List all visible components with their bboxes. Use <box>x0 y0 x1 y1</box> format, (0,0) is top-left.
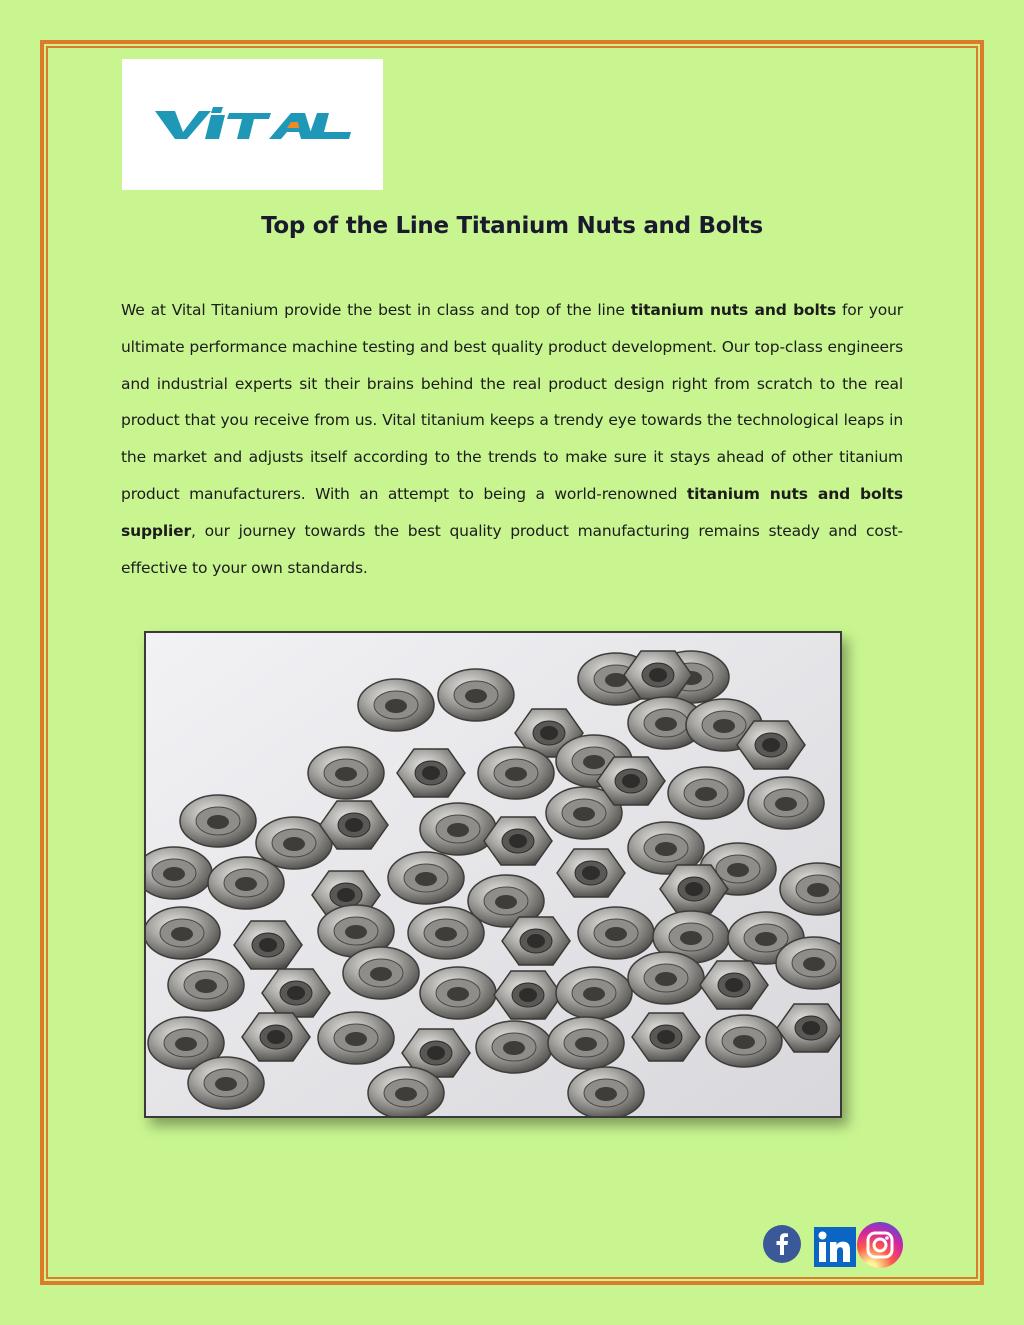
page-title: Top of the Line Titanium Nuts and Bolts <box>261 213 763 239</box>
company-logo[interactable] <box>122 59 383 190</box>
linkedin-icon <box>814 1227 856 1267</box>
intro-paragraph <box>121 292 903 586</box>
instagram-icon <box>856 1221 904 1269</box>
titanium-nuts-and-washers-photo <box>146 633 840 1116</box>
instagram-link[interactable] <box>856 1221 904 1274</box>
paragraph-text-3: , our journey towards the best quality product manufacturing remains steady and cost-effective to your own standards. <box>121 521 903 577</box>
paragraph-text-1: We at Vital Titanium provide the best in class and top of the line <box>121 301 631 319</box>
keyword-link-supplier[interactable]: titanium nuts and bolts supplier <box>121 484 903 540</box>
product-photo <box>144 631 842 1118</box>
paragraph-text-2: for your ultimate performance machine testing and best quality product development. Our top-class engineers and industrial experts sit their brains behind the real product design right from scratch to the real product that you receive from us. Vital titanium keeps a trendy eye towards the technological leaps in the market and adjusts itself according to the trends to make sure it stays ahead of other titanium product manufacturers. With an attempt to being a world-renowned <box>121 301 904 503</box>
facebook-link[interactable] <box>762 1224 802 1269</box>
vital-logo <box>153 105 353 145</box>
linkedin-link[interactable] <box>814 1227 856 1272</box>
facebook-icon <box>762 1224 802 1264</box>
keyword-link-nuts-bolts[interactable]: titanium nuts and bolts <box>630 301 837 319</box>
